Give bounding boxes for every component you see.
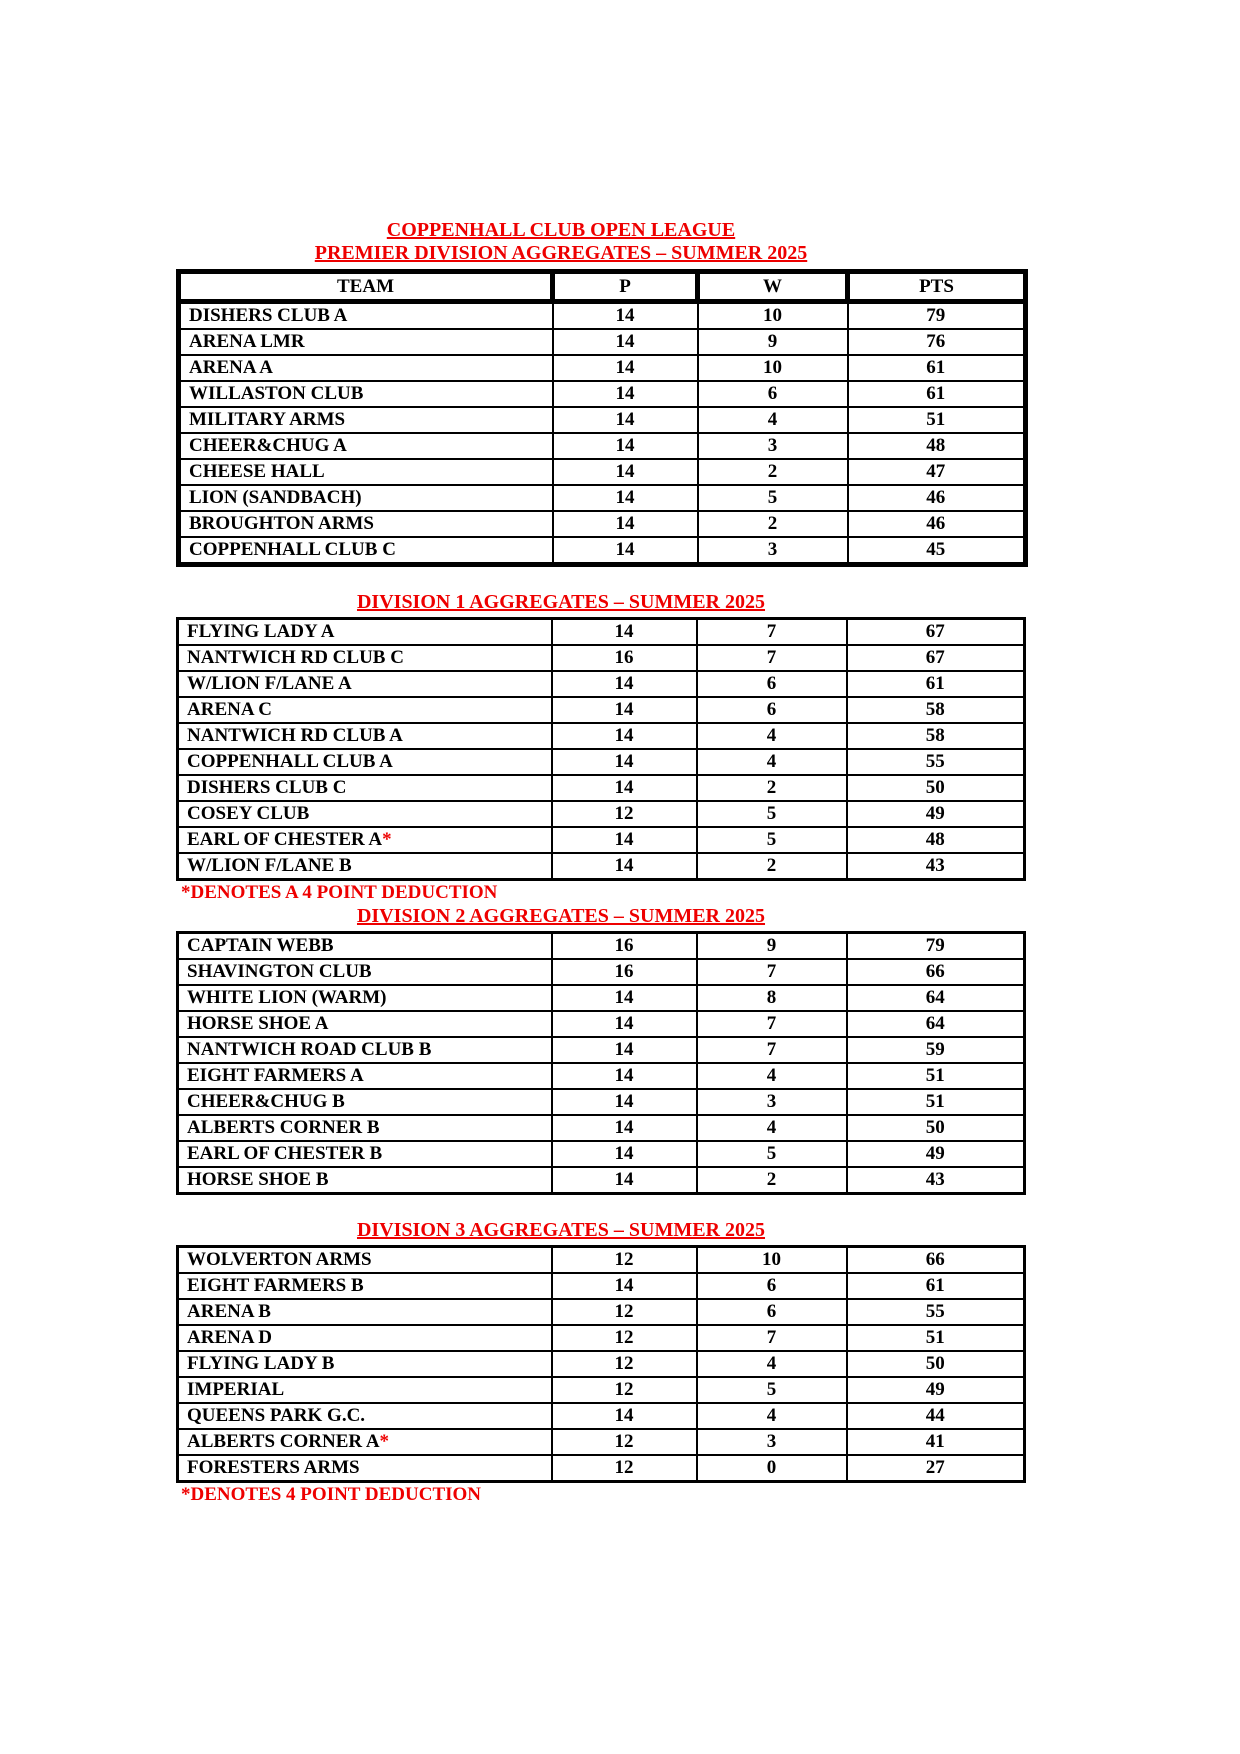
- played-cell: 16: [552, 933, 697, 960]
- team-name: WHITE LION (WARM): [187, 987, 387, 1008]
- team-name-cell: [179, 302, 553, 330]
- wins-cell: 6: [698, 381, 848, 407]
- team-name-cell: [178, 1011, 552, 1037]
- team-row: [179, 537, 1026, 565]
- wins-cell: 5: [698, 485, 848, 511]
- points-cell: 67: [847, 645, 1025, 671]
- team-name-cell: [178, 697, 552, 723]
- division-2-title: DIVISION 2 AGGREGATES – SUMMER 2025: [356, 905, 766, 927]
- team-name-cell: [178, 645, 552, 671]
- team-name-cell: [178, 1167, 552, 1194]
- team-name: W/LION F/LANE B: [187, 855, 352, 876]
- played-cell: 14: [552, 1115, 697, 1141]
- wins-cell: 5: [697, 827, 847, 853]
- wins-cell: 7: [697, 619, 847, 646]
- played-cell: 14: [552, 1063, 697, 1089]
- points-cell: 55: [847, 1299, 1025, 1325]
- team-name: CHEER&CHUG B: [187, 1091, 345, 1112]
- column-header-p: P: [553, 272, 698, 302]
- team-name: SHAVINGTON CLUB: [187, 961, 372, 982]
- division-3-deduction-note: *DENOTES 4 POINT DEDUCTION: [181, 1484, 482, 1505]
- played-cell: 12: [552, 1247, 697, 1274]
- team-name-cell: [179, 329, 553, 355]
- points-cell: 51: [847, 1089, 1025, 1115]
- played-cell: 14: [552, 749, 697, 775]
- team-name-cell: [178, 1089, 552, 1115]
- team-row: [179, 381, 1026, 407]
- played-cell: 12: [552, 1325, 697, 1351]
- played-cell: 16: [552, 645, 697, 671]
- team-name: FLYING LADY B: [187, 1353, 335, 1374]
- points-cell: 61: [848, 381, 1026, 407]
- team-name: LION (SANDBACH): [189, 487, 362, 508]
- premier-division-head: [179, 272, 1026, 302]
- team-row: [178, 853, 1025, 880]
- team-name: HORSE SHOE A: [187, 1013, 329, 1034]
- points-cell: 45: [848, 537, 1026, 565]
- played-cell: 14: [553, 511, 698, 537]
- team-row: [178, 1299, 1025, 1325]
- wins-cell: 7: [697, 1037, 847, 1063]
- played-cell: 14: [553, 302, 698, 330]
- played-cell: 14: [553, 537, 698, 565]
- wins-cell: 7: [697, 1011, 847, 1037]
- played-cell: 14: [552, 985, 697, 1011]
- points-cell: 61: [847, 1273, 1025, 1299]
- team-row: [178, 933, 1025, 960]
- team-row: [178, 1351, 1025, 1377]
- points-cell: 50: [847, 775, 1025, 801]
- played-cell: 14: [553, 485, 698, 511]
- team-row: [178, 723, 1025, 749]
- team-name-cell: [178, 933, 552, 960]
- wins-cell: 8: [697, 985, 847, 1011]
- team-name: NANTWICH RD CLUB C: [187, 647, 404, 668]
- team-name-cell: [179, 511, 553, 537]
- wins-cell: 0: [697, 1455, 847, 1482]
- team-name-cell: [178, 853, 552, 880]
- points-cell: 59: [847, 1037, 1025, 1063]
- points-cell: 50: [847, 1115, 1025, 1141]
- wins-cell: 4: [697, 1351, 847, 1377]
- team-name-cell: [178, 1247, 552, 1274]
- played-cell: 14: [552, 619, 697, 646]
- team-row: [178, 1455, 1025, 1482]
- division-3-table: [176, 1245, 1026, 1483]
- team-row: [179, 433, 1026, 459]
- points-cell: 66: [847, 1247, 1025, 1274]
- team-name-cell: [178, 749, 552, 775]
- wins-cell: 10: [698, 302, 848, 330]
- division-3-body: [178, 1247, 1025, 1482]
- points-cell: 48: [847, 827, 1025, 853]
- team-name: EARL OF CHESTER B: [187, 1143, 383, 1164]
- wins-cell: 9: [698, 329, 848, 355]
- points-cell: 27: [847, 1455, 1025, 1482]
- played-cell: 14: [553, 329, 698, 355]
- team-name: CHEESE HALL: [189, 461, 325, 482]
- team-name: ALBERTS CORNER B: [187, 1117, 380, 1138]
- played-cell: 14: [552, 1011, 697, 1037]
- team-name-cell: [178, 619, 552, 646]
- team-row: [178, 645, 1025, 671]
- document-header: [176, 0, 946, 265]
- team-name-cell: [179, 485, 553, 511]
- wins-cell: 7: [697, 1325, 847, 1351]
- header-row: [179, 272, 1026, 302]
- wins-cell: 7: [697, 959, 847, 985]
- played-cell: 14: [553, 355, 698, 381]
- deduction-marker: *: [379, 1431, 390, 1452]
- team-row: [178, 671, 1025, 697]
- team-row: [178, 985, 1025, 1011]
- team-name: BROUGHTON ARMS: [189, 513, 374, 534]
- points-cell: 49: [847, 1141, 1025, 1167]
- points-cell: 51: [848, 407, 1026, 433]
- team-row: [178, 827, 1025, 853]
- team-row: [178, 1037, 1025, 1063]
- team-name: COSEY CLUB: [187, 803, 310, 824]
- wins-cell: 6: [697, 697, 847, 723]
- team-row: [179, 329, 1026, 355]
- played-cell: 14: [553, 381, 698, 407]
- team-row: [179, 302, 1026, 330]
- team-name: W/LION F/LANE A: [187, 673, 352, 694]
- team-name-cell: [178, 1351, 552, 1377]
- team-name-cell: [178, 1141, 552, 1167]
- team-name-cell: [178, 1299, 552, 1325]
- team-name: ARENA C: [187, 699, 272, 720]
- points-cell: 58: [847, 697, 1025, 723]
- played-cell: 12: [552, 1299, 697, 1325]
- team-name: ARENA A: [189, 357, 273, 378]
- wins-cell: 4: [697, 749, 847, 775]
- team-name: ALBERTS CORNER A: [187, 1431, 380, 1452]
- team-row: [178, 775, 1025, 801]
- played-cell: 12: [552, 801, 697, 827]
- team-name-cell: [178, 827, 552, 853]
- team-name-cell: [178, 1403, 552, 1429]
- team-name: WILLASTON CLUB: [189, 383, 364, 404]
- wins-cell: 2: [697, 775, 847, 801]
- played-cell: 14: [552, 1089, 697, 1115]
- points-cell: 79: [847, 933, 1025, 960]
- played-cell: 14: [552, 1037, 697, 1063]
- wins-cell: 2: [697, 1167, 847, 1194]
- team-row: [179, 459, 1026, 485]
- played-cell: 14: [552, 1403, 697, 1429]
- team-name: FLYING LADY A: [187, 621, 335, 642]
- team-name: WOLVERTON ARMS: [187, 1249, 372, 1270]
- team-name-cell: [179, 381, 553, 407]
- team-name: COPPENHALL CLUB C: [189, 539, 396, 560]
- played-cell: 14: [552, 1167, 697, 1194]
- played-cell: 14: [552, 697, 697, 723]
- played-cell: 14: [552, 1273, 697, 1299]
- wins-cell: 4: [697, 723, 847, 749]
- wins-cell: 4: [697, 1115, 847, 1141]
- team-name-cell: [179, 407, 553, 433]
- wins-cell: 4: [697, 1403, 847, 1429]
- team-name: ARENA D: [187, 1327, 272, 1348]
- premier-division-title: PREMIER DIVISION AGGREGATES – SUMMER 2025: [314, 242, 808, 264]
- division-1-table: [176, 617, 1026, 881]
- team-name-cell: [178, 1429, 552, 1455]
- team-name-cell: [178, 1115, 552, 1141]
- team-name: MILITARY ARMS: [189, 409, 346, 430]
- team-name: FORESTERS ARMS: [187, 1457, 360, 1478]
- column-header-pts: PTS: [848, 272, 1026, 302]
- team-row: [178, 697, 1025, 723]
- wins-cell: 6: [697, 1299, 847, 1325]
- played-cell: 12: [552, 1377, 697, 1403]
- points-cell: 49: [847, 801, 1025, 827]
- points-cell: 47: [848, 459, 1026, 485]
- points-cell: 67: [847, 619, 1025, 646]
- played-cell: 14: [552, 723, 697, 749]
- played-cell: 14: [552, 671, 697, 697]
- team-row: [178, 1011, 1025, 1037]
- wins-cell: 2: [698, 511, 848, 537]
- team-name: CAPTAIN WEBB: [187, 935, 334, 956]
- team-name-cell: [178, 1377, 552, 1403]
- team-name-cell: [178, 723, 552, 749]
- team-name: ARENA LMR: [189, 331, 305, 352]
- points-cell: 46: [848, 511, 1026, 537]
- team-name-cell: [178, 1037, 552, 1063]
- points-cell: 61: [847, 671, 1025, 697]
- team-name-cell: [179, 459, 553, 485]
- team-row: [178, 1089, 1025, 1115]
- points-cell: 64: [847, 1011, 1025, 1037]
- points-cell: 43: [847, 853, 1025, 880]
- points-cell: 66: [847, 959, 1025, 985]
- wins-cell: 3: [698, 433, 848, 459]
- premier-division-body: [179, 302, 1026, 565]
- team-row: [178, 1115, 1025, 1141]
- team-name-cell: [179, 433, 553, 459]
- wins-cell: 2: [697, 853, 847, 880]
- wins-cell: 4: [698, 407, 848, 433]
- team-name-cell: [178, 671, 552, 697]
- wins-cell: 7: [697, 645, 847, 671]
- deduction-marker: *: [382, 829, 392, 850]
- team-name: HORSE SHOE B: [187, 1169, 329, 1190]
- wins-cell: 2: [698, 459, 848, 485]
- wins-cell: 5: [697, 1377, 847, 1403]
- team-row: [178, 1377, 1025, 1403]
- premier-division-table: [176, 269, 1028, 567]
- wins-cell: 10: [697, 1247, 847, 1274]
- points-cell: 49: [847, 1377, 1025, 1403]
- played-cell: 12: [552, 1351, 697, 1377]
- team-name-cell: [178, 801, 552, 827]
- points-cell: 51: [847, 1325, 1025, 1351]
- points-cell: 48: [848, 433, 1026, 459]
- team-row: [178, 1247, 1025, 1274]
- team-name-cell: [178, 1273, 552, 1299]
- division-1-deduction-note: *DENOTES A 4 POINT DEDUCTION: [181, 882, 498, 903]
- team-name: EIGHT FARMERS B: [187, 1275, 364, 1296]
- played-cell: 14: [552, 775, 697, 801]
- team-row: [178, 749, 1025, 775]
- team-name-cell: [178, 985, 552, 1011]
- division-3-title: DIVISION 3 AGGREGATES – SUMMER 2025: [356, 1219, 766, 1241]
- team-row: [178, 1141, 1025, 1167]
- team-row: [178, 1403, 1025, 1429]
- league-title: COPPENHALL CLUB OPEN LEAGUE: [386, 219, 736, 241]
- column-header-team: TEAM: [179, 272, 553, 302]
- team-name-cell: [178, 959, 552, 985]
- wins-cell: 3: [697, 1429, 847, 1455]
- division-2-table: [176, 931, 1026, 1195]
- played-cell: 14: [553, 407, 698, 433]
- points-cell: 46: [848, 485, 1026, 511]
- wins-cell: 6: [697, 1273, 847, 1299]
- points-cell: 44: [847, 1403, 1025, 1429]
- wins-cell: 5: [697, 1141, 847, 1167]
- points-cell: 79: [848, 302, 1026, 330]
- points-cell: 58: [847, 723, 1025, 749]
- team-row: [179, 511, 1026, 537]
- wins-cell: 9: [697, 933, 847, 960]
- points-cell: 51: [847, 1063, 1025, 1089]
- points-cell: 55: [847, 749, 1025, 775]
- team-name-cell: [178, 1063, 552, 1089]
- played-cell: 14: [553, 433, 698, 459]
- wins-cell: 3: [697, 1089, 847, 1115]
- team-name: QUEENS PARK G.C.: [187, 1405, 366, 1426]
- team-row: [178, 1429, 1025, 1455]
- team-name-cell: [178, 775, 552, 801]
- points-cell: 61: [848, 355, 1026, 381]
- played-cell: 14: [552, 1141, 697, 1167]
- division-1-title: DIVISION 1 AGGREGATES – SUMMER 2025: [356, 591, 766, 613]
- team-name: CHEER&CHUG A: [189, 435, 347, 456]
- wins-cell: 10: [698, 355, 848, 381]
- played-cell: 12: [552, 1455, 697, 1482]
- team-name: DISHERS CLUB C: [187, 777, 347, 798]
- points-cell: 76: [848, 329, 1026, 355]
- points-cell: 50: [847, 1351, 1025, 1377]
- team-row: [178, 801, 1025, 827]
- team-row: [178, 1273, 1025, 1299]
- wins-cell: 5: [697, 801, 847, 827]
- team-name: NANTWICH RD CLUB A: [187, 725, 403, 746]
- points-cell: 64: [847, 985, 1025, 1011]
- team-row: [179, 485, 1026, 511]
- team-name: COPPENHALL CLUB A: [187, 751, 393, 772]
- team-name: EIGHT FARMERS A: [187, 1065, 364, 1086]
- team-row: [178, 619, 1025, 646]
- points-cell: 41: [847, 1429, 1025, 1455]
- division-2-body: [178, 933, 1025, 1194]
- document-content: [176, 0, 1023, 1505]
- team-name-cell: [178, 1455, 552, 1482]
- points-cell: 43: [847, 1167, 1025, 1194]
- played-cell: 14: [552, 827, 697, 853]
- division-1-body: [178, 619, 1025, 880]
- team-name-cell: [179, 537, 553, 565]
- team-name-cell: [179, 355, 553, 381]
- played-cell: 12: [552, 1429, 697, 1455]
- team-name-cell: [178, 1325, 552, 1351]
- team-name: ARENA B: [187, 1301, 271, 1322]
- team-name: DISHERS CLUB A: [189, 305, 348, 326]
- team-name: IMPERIAL: [187, 1379, 285, 1400]
- team-name: EARL OF CHESTER A: [187, 829, 383, 850]
- played-cell: 16: [552, 959, 697, 985]
- team-row: [179, 355, 1026, 381]
- team-row: [178, 1167, 1025, 1194]
- league-sections: [176, 269, 1023, 1505]
- team-row: [178, 1325, 1025, 1351]
- team-row: [179, 407, 1026, 433]
- team-row: [178, 1063, 1025, 1089]
- wins-cell: 4: [697, 1063, 847, 1089]
- column-header-w: W: [698, 272, 848, 302]
- wins-cell: 6: [697, 671, 847, 697]
- wins-cell: 3: [698, 537, 848, 565]
- team-name: NANTWICH ROAD CLUB B: [187, 1039, 432, 1060]
- team-row: [178, 959, 1025, 985]
- played-cell: 14: [552, 853, 697, 880]
- played-cell: 14: [553, 459, 698, 485]
